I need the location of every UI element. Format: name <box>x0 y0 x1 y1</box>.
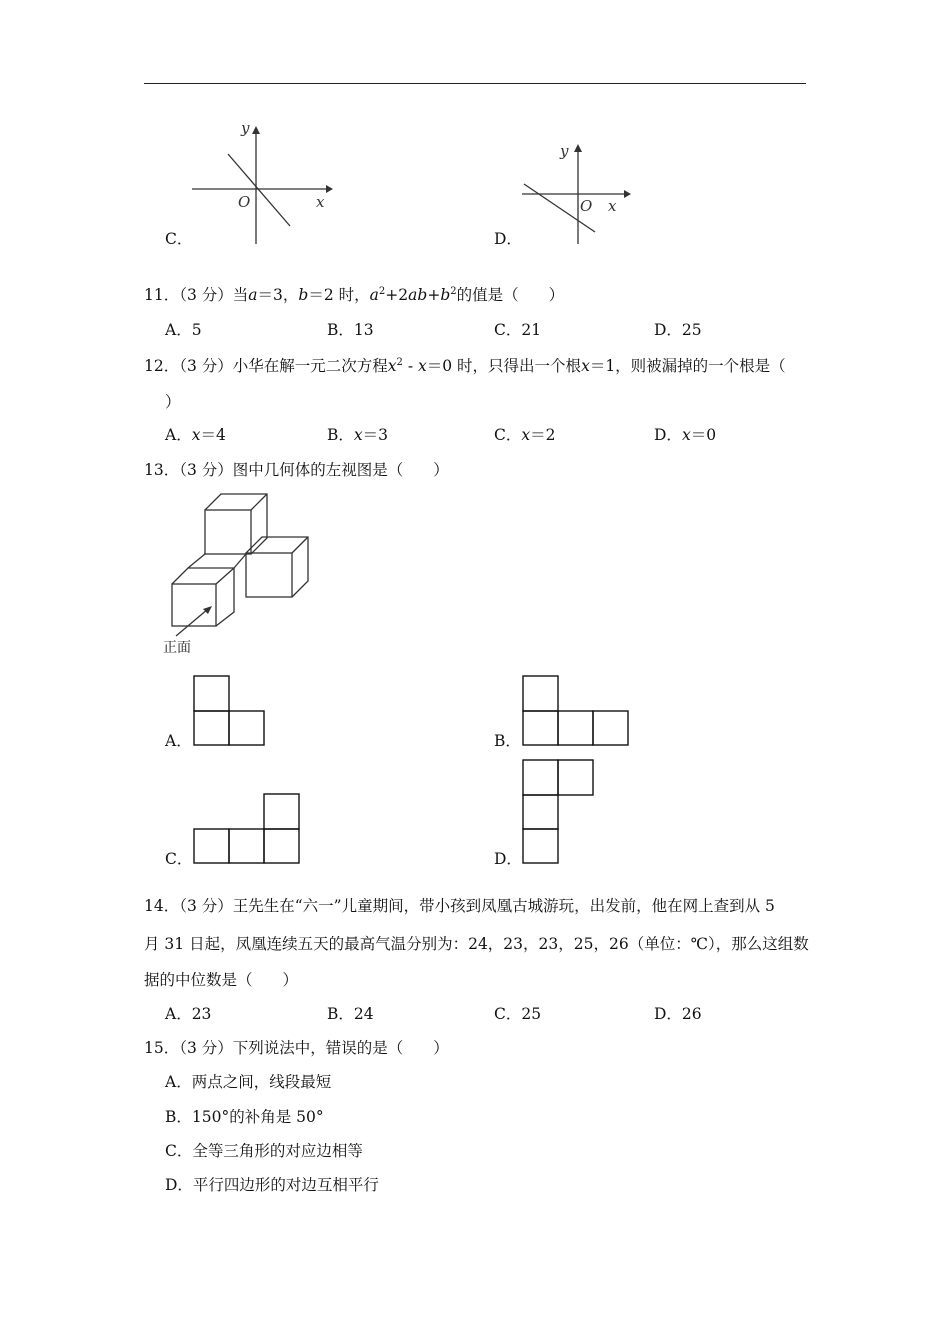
option-d-label: D． <box>494 230 522 248</box>
origin-label: O <box>238 193 251 211</box>
origin-label: O <box>580 197 593 215</box>
q12-option-d: D．x＝0 <box>654 426 717 444</box>
question-14-line-2: 月 31 日起，凤凰连续五天的最高气温分别为：24，23，23，25，26（单位：℃），那么这组数 <box>144 935 809 953</box>
graph-option-d <box>520 138 640 248</box>
q15-option-c: C．全等三角形的对应边相等 <box>165 1142 363 1160</box>
q11-option-c: C．21 <box>494 321 542 339</box>
q12-close-paren: ） <box>165 393 181 411</box>
q13-option-c-figure <box>193 793 301 865</box>
axis-label-x: x <box>316 193 325 211</box>
q13-option-d-label: D． <box>494 850 522 868</box>
q13-option-b-figure <box>522 675 630 747</box>
q14-option-a: A．23 <box>165 1005 212 1023</box>
q15-option-d: D．平行四边形的对边互相平行 <box>165 1176 379 1194</box>
q12-option-c: C．x＝2 <box>494 426 556 444</box>
cube-figure <box>160 488 320 660</box>
axis-label-y: y <box>241 119 250 137</box>
option-c-label: C． <box>165 230 193 248</box>
question-11: 11．（3 分）当a＝3，b＝2 时，$a^2+2ab+b^2$的值是（ ） <box>144 286 565 304</box>
header-rule <box>144 83 806 84</box>
q13-option-c-label: C． <box>165 850 193 868</box>
question-13: 13．（3 分）图中几何体的左视图是（ ） <box>144 461 449 479</box>
q11-option-a: A．5 <box>165 321 202 339</box>
q13-option-b-label: B． <box>494 732 521 750</box>
graph-option-c <box>186 118 336 250</box>
q14-option-c: C．25 <box>494 1005 542 1023</box>
question-12: 12．（3 分）小华在解一元二次方程$x^2 - x=0$ 时，只得出一个根x＝1，则被漏掉的一个根是（ <box>144 357 786 375</box>
q11-option-b: B．13 <box>327 321 374 339</box>
q14-option-d: D．26 <box>654 1005 702 1023</box>
q15-option-b: B．150°的补角是 50° <box>165 1108 324 1126</box>
question-15: 15．（3 分）下列说法中，错误的是（ ） <box>144 1039 449 1057</box>
q13-option-d-figure <box>522 759 596 865</box>
question-14-line-3: 据的中位数是（ ） <box>144 971 299 989</box>
q14-option-b: B．24 <box>327 1005 374 1023</box>
axis-label-x: x <box>608 197 617 215</box>
question-14-line-1: 14．（3 分）王先生在“六一”儿童期间，带小孩到凤凰古城游玩，出发前，他在网上查到从 5 <box>144 897 775 915</box>
q13-option-a-figure <box>193 675 267 747</box>
q13-option-a-label: A． <box>165 732 192 750</box>
q12-option-a: A．x＝4 <box>165 426 226 444</box>
front-label: 正面 <box>163 640 191 656</box>
q15-option-a: A．两点之间，线段最短 <box>165 1073 332 1091</box>
q12-option-b: B．x＝3 <box>327 426 389 444</box>
axis-label-y: y <box>560 142 569 160</box>
q11-option-d: D．25 <box>654 321 702 339</box>
